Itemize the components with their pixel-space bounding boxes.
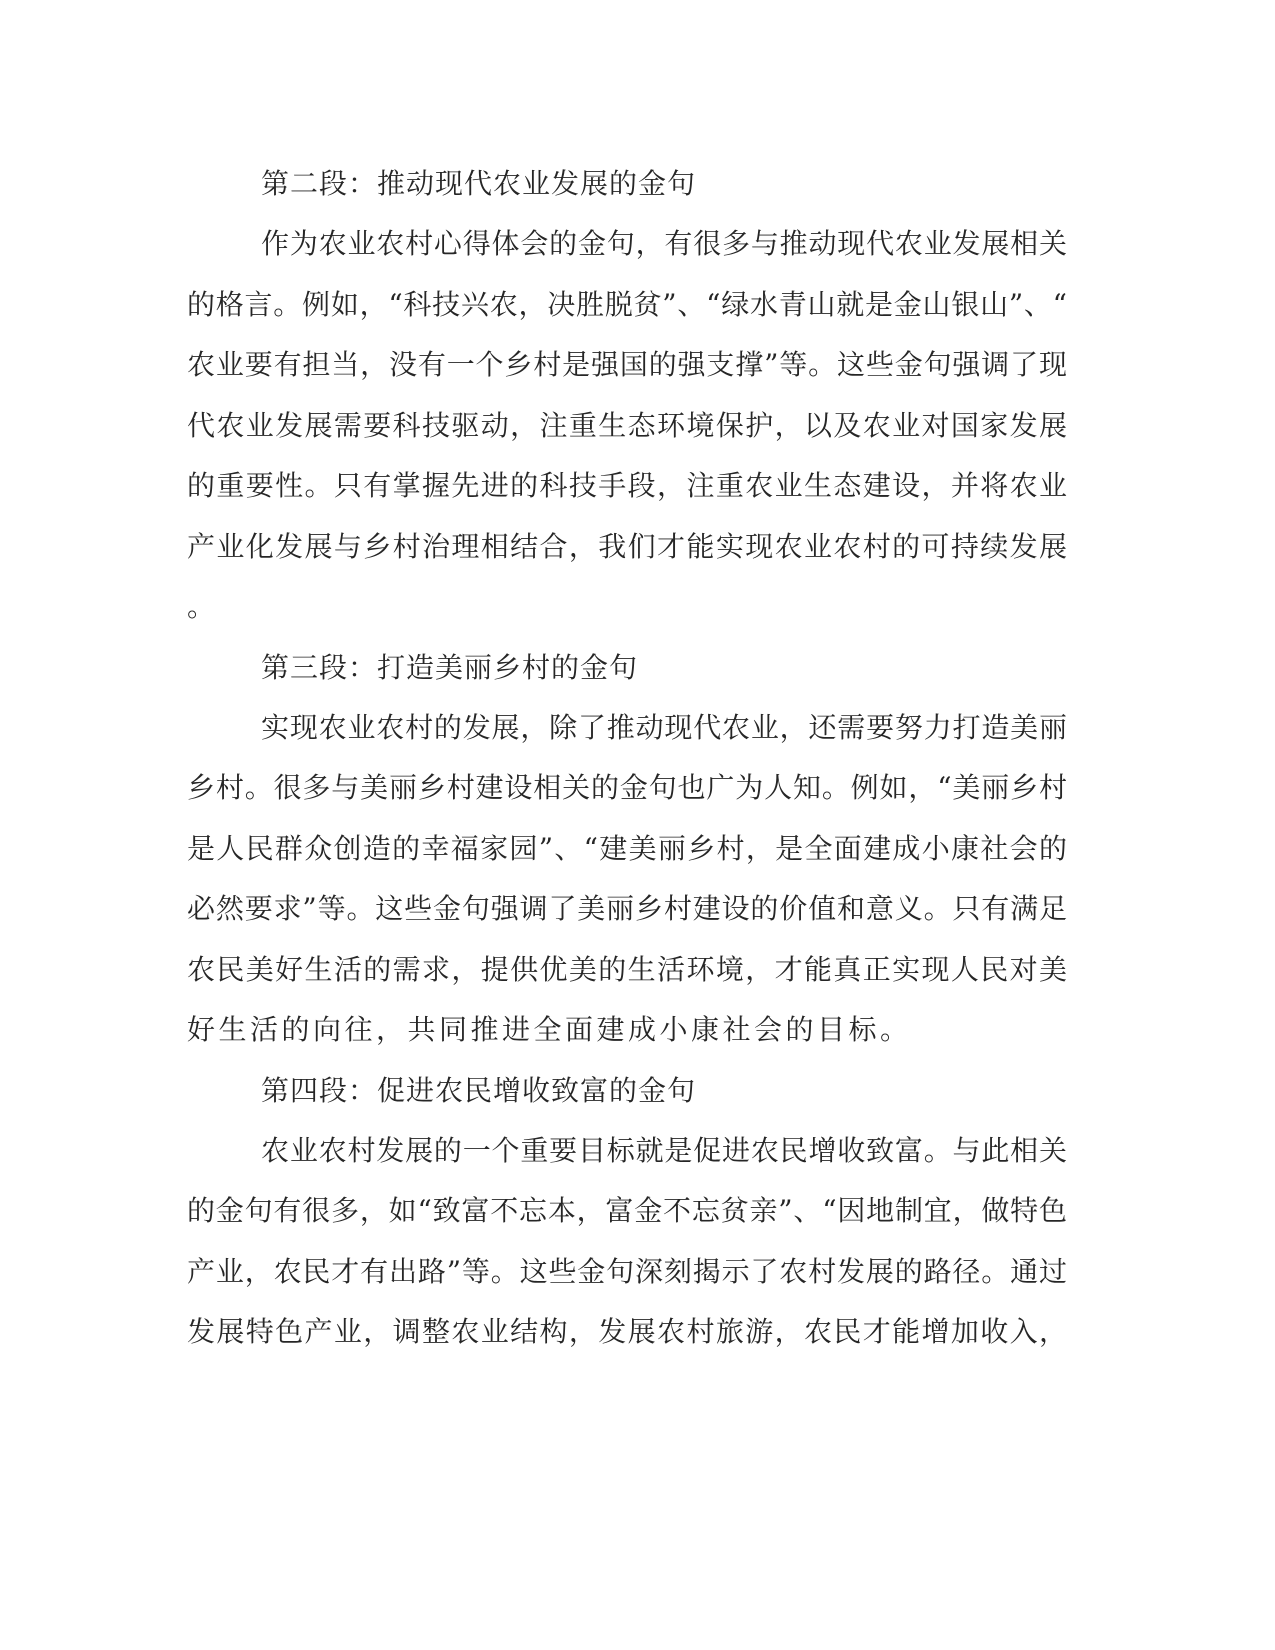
paragraph-line: 实现农业农村的发展，除了推动现代农业，还需要努力打造美丽 (261, 710, 1067, 744)
section-paragraph (187, 214, 1067, 638)
paragraph-line: 农民美好生活的需求，提供优美的生活环境，才能真正实现人民对美 (187, 952, 1067, 986)
paragraph-line: 的格言。例如，“科技兴农，决胜脱贫”、“绿水青山就是金山银山”、“ (187, 287, 1067, 321)
paragraph-line: 的金句有很多，如“致富不忘本，富金不忘贫亲”、“因地制宜，做特色 (187, 1194, 1067, 1227)
section-paragraph (187, 1121, 1067, 1363)
paragraph-line: 代农业发展需要科技驱动，注重生态环境保护，以及农业对国家发展 (187, 408, 1067, 442)
paragraph-line: 的重要性。只有掌握先进的科技手段，注重农业生态建设，并将农业 (187, 469, 1067, 502)
section-paragraph (187, 698, 1067, 1061)
paragraph-line: 产业化发展与乡村治理相结合，我们才能实现农业农村的可持续发展 (187, 529, 1067, 563)
paragraph-line: 是人民群众创造的幸福家园”、“建美丽乡村，是全面建成小康社会的 (187, 831, 1067, 865)
paragraph-line: 乡村。很多与美丽乡村建设相关的金句也广为人知。例如，“美丽乡村 (187, 771, 1067, 804)
paragraph-line: 必然要求”等。这些金句强调了美丽乡村建设的价值和意义。只有满足 (187, 892, 1067, 925)
section-heading: 第三段：打造美丽乡村的金句 (261, 650, 639, 684)
section-heading: 第二段：推动现代农业发展的金句 (261, 167, 697, 200)
section-heading: 第四段：促进农民增收致富的金句 (261, 1073, 697, 1107)
paragraph-line: 。 (187, 590, 219, 623)
paragraph-line: 好生活的向往，共同推进全面建成小康社会的目标。 (187, 1013, 912, 1046)
paragraph-line: 作为农业农村心得体会的金句，有很多与推动现代农业发展相关 (261, 227, 1067, 260)
document-body (187, 154, 1067, 1363)
paragraph-line: 农业农村发展的一个重要目标就是促进农民增收致富。与此相关 (261, 1133, 1067, 1167)
paragraph-line: 产业，农民才有出路”等。这些金句深刻揭示了农村发展的路径。通过 (187, 1254, 1067, 1288)
paragraph-line: 发展特色产业，调整农业结构，发展农村旅游，农民才能增加收入， (187, 1315, 1067, 1348)
paragraph-line: 农业要有担当，没有一个乡村是强国的强支撑”等。这些金句强调了现 (187, 348, 1067, 381)
